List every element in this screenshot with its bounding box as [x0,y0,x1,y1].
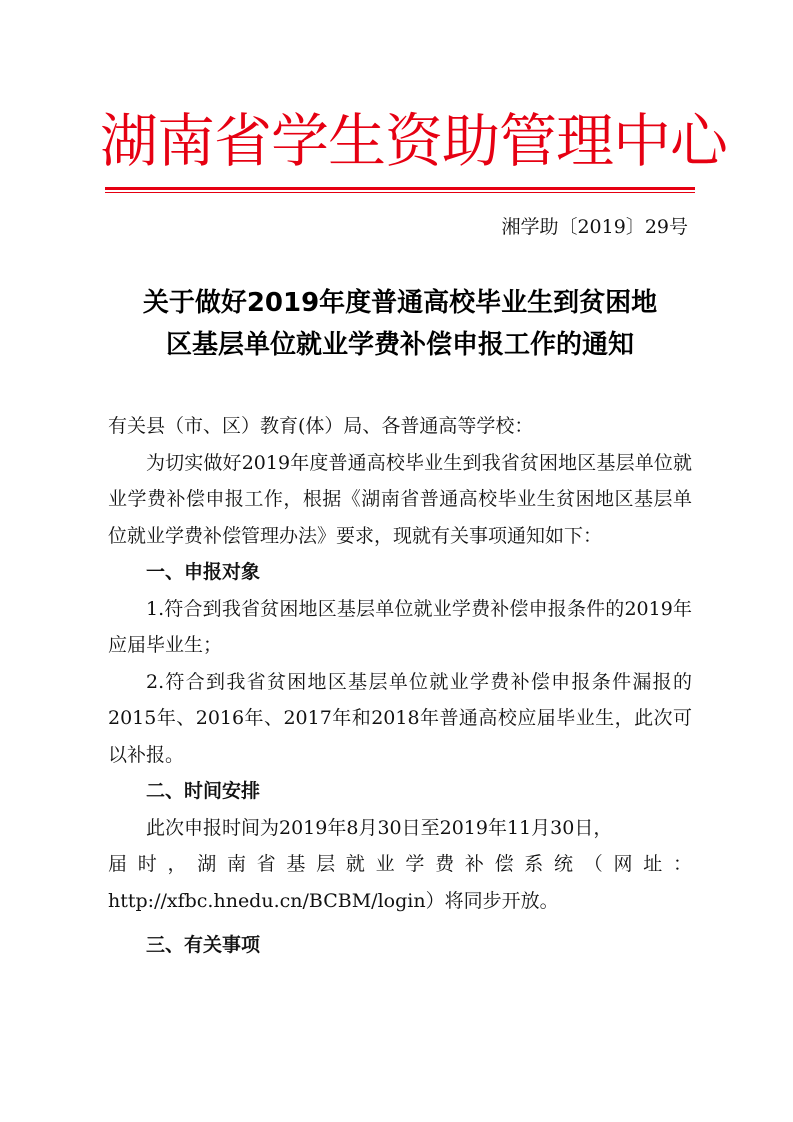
notice-body [108,408,692,964]
salutation: 有关县（市、区）教育(体）局、各普通高等学校： [108,415,534,437]
section2-line3: http://xfbc.hnedu.cn/BCBM/login）将同步开放。 [108,889,559,912]
intro-paragraph: 为切实做好2019年度普通高校毕业生到我省贫困地区基层单位就业学费补偿申报工作，根据《湖南省普通高校毕业生贫困地区基层单位就业学费补偿管理办法》要求，现就有关事项通知如下： [108,451,692,547]
header-rule-thick [105,187,695,190]
section2-line2: 届时，湖南省基层就业学费补偿系统（网址： [108,853,692,875]
section1-item1: 1.符合到我省贫困地区基层单位就业学费补偿申报条件的2019年应届毕业生； [108,597,692,656]
header-rule-thin [105,192,695,193]
notice-title [100,282,700,366]
notice-title-line1: 关于做好2019年度普通高校毕业生到贫困地 [142,288,658,318]
org-header: 湖南省学生资助管理中心 [100,107,728,175]
section2-line1: 此次申报时间为2019年8月30日至2019年11月30日， [146,816,613,839]
section1-item2: 2.符合到我省贫困地区基层单位就业学费补偿申报条件漏报的2015年、2016年、2017年和2018年普通高校应届毕业生，此次可以补报。 [108,670,692,766]
document-number: 湘学助〔2019〕29号 [501,216,688,238]
section1-heading: 一、申报对象 [146,561,261,583]
notice-title-line2: 区基层单位就业学费补偿申报工作的通知 [165,330,634,360]
section2-heading: 二、时间安排 [146,780,261,802]
section3-heading: 三、有关事项 [146,934,261,956]
